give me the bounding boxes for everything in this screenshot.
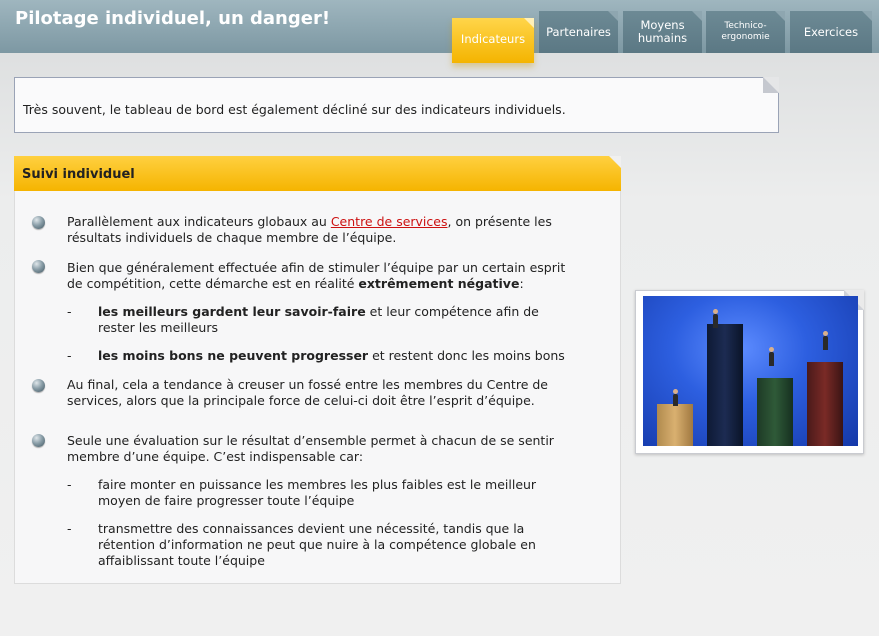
tab-corner	[862, 11, 872, 21]
item-line	[98, 348, 565, 364]
item-bold-text: les moins bons ne peuvent progresser	[98, 348, 369, 363]
sub-list-item	[98, 477, 536, 509]
page-title: Pilotage individuel, un danger!	[15, 8, 331, 29]
list-item	[67, 377, 548, 409]
pillar-medium	[757, 378, 793, 446]
item-line: Seule une évaluation sur le résultat d’ensemble permet à chacun de se sentir	[67, 433, 554, 448]
item-line: services, alors que la principale force de celui-ci doit être l’esprit d’équipe.	[67, 393, 535, 408]
tab-indicateurs[interactable]	[452, 18, 534, 63]
list-item	[67, 433, 554, 465]
figure-icon	[713, 314, 718, 328]
figure-icon	[823, 336, 828, 350]
item-line: moyen de faire progresser toute l’équipe	[98, 493, 355, 508]
item-line: affaiblissant toute l’équipe	[98, 553, 265, 568]
item-line: rester les meilleurs	[98, 320, 218, 335]
tab-label: Indicateurs	[460, 32, 526, 46]
tab-label: Partenaires	[546, 24, 611, 39]
tab-label-line2: humains	[637, 31, 688, 45]
tab-label-line1: Technico-	[724, 21, 767, 31]
item-text: , on présente les	[447, 214, 552, 229]
centre-de-services-link[interactable]: Centre de services	[330, 214, 448, 229]
list-item	[67, 214, 552, 246]
pillar-short	[657, 404, 693, 446]
header-bar	[0, 0, 879, 53]
folded-corner	[609, 156, 621, 168]
dash-marker: -	[67, 348, 72, 363]
item-text: de compétition, cette démarche est en réalité	[67, 276, 359, 291]
pillar-red	[807, 362, 843, 446]
tab-exercices[interactable]	[790, 11, 872, 53]
item-line: résultats individuels de chaque membre de l’équipe.	[67, 230, 397, 245]
item-line: Bien que généralement effectuée afin de stimuler l’équipe par un certain esprit	[67, 260, 566, 275]
list-item	[67, 260, 565, 292]
tab-corner	[692, 11, 702, 21]
tab-label-line1: Moyens	[640, 18, 685, 32]
item-line: membre d’une équipe. C’est indispensable car:	[67, 449, 364, 464]
item-bold-text: les meilleurs gardent leur savoir-faire	[98, 304, 366, 319]
sub-list-item	[98, 348, 565, 364]
dash-marker: -	[67, 521, 72, 536]
dash-marker: -	[67, 304, 72, 319]
sub-list-item	[98, 521, 536, 569]
dash-marker: -	[67, 477, 72, 492]
bullet-icon	[32, 216, 45, 229]
tab-label-line2: ergonomie	[721, 32, 770, 42]
item-text: et leur compétence afin de	[365, 304, 539, 319]
tab-moyens-humains[interactable]	[623, 11, 702, 53]
item-line: Au final, cela a tendance à creuser un fossé entre les membres du Centre de	[67, 377, 548, 392]
illustration-frame	[635, 290, 864, 454]
item-line: faire monter en puissance les membres les plus faibles est le meilleur	[98, 477, 537, 492]
pillars-photo	[643, 296, 858, 446]
item-line: rétention d’information ne peut que nuire à la compétence globale en	[98, 537, 536, 552]
tab-technico-ergonomie[interactable]	[706, 11, 785, 53]
tab-label: Exercices	[803, 24, 859, 39]
suivi-individuel-panel	[14, 156, 621, 584]
bullet-icon	[32, 434, 45, 447]
tab-corner	[524, 18, 534, 28]
intro-box	[14, 77, 779, 133]
panel-title: Suivi individuel	[22, 167, 135, 182]
item-text: :	[519, 276, 524, 291]
panel-header	[14, 156, 621, 191]
item-line: transmettre des connaissances devient une nécessité, tandis que la	[98, 521, 525, 536]
item-line	[98, 304, 539, 320]
bullet-icon	[32, 379, 45, 392]
item-line	[67, 276, 565, 292]
item-line	[67, 214, 552, 230]
figure-icon	[769, 352, 774, 366]
pillar-tall	[707, 324, 743, 446]
folded-corner	[763, 77, 779, 93]
tab-corner	[775, 11, 785, 21]
sub-list-item	[98, 304, 539, 336]
intro-text: Très souvent, le tableau de bord est également décliné sur des indicateurs individuels.	[23, 102, 566, 117]
item-text: Parallèlement aux indicateurs globaux au	[67, 214, 331, 229]
tab-corner	[608, 11, 618, 21]
item-text: et restent donc les moins bons	[368, 348, 565, 363]
item-bold-text: extrêmement négative	[358, 276, 520, 291]
bullet-icon	[32, 260, 45, 273]
tab-partenaires[interactable]	[539, 11, 618, 53]
figure-icon	[673, 394, 678, 406]
